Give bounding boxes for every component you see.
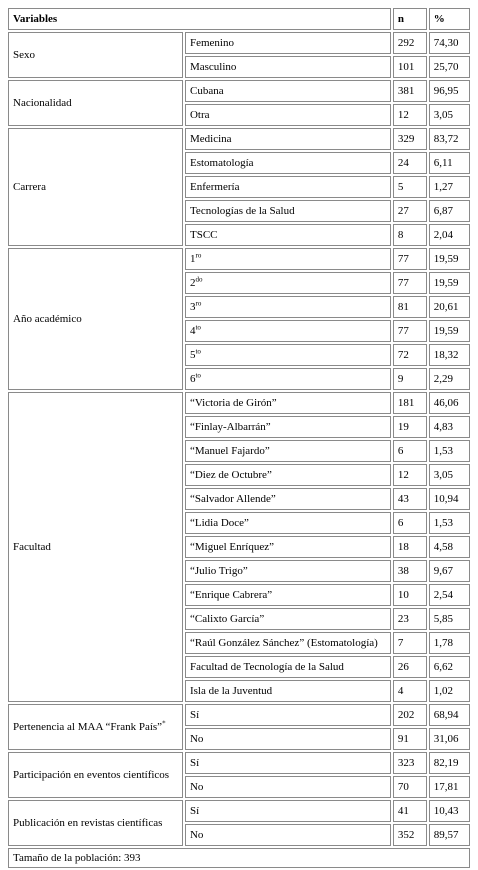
category-cell bbox=[185, 368, 391, 390]
n-cell: 352 bbox=[393, 824, 427, 846]
category-cell bbox=[185, 800, 391, 822]
pct-cell: 6,87 bbox=[429, 200, 470, 222]
pct-cell: 89,57 bbox=[429, 824, 470, 846]
n-cell: 7 bbox=[393, 632, 427, 654]
group-label bbox=[8, 128, 183, 246]
group-label-text: Sexo bbox=[13, 49, 35, 61]
group-label-text: Facultad bbox=[13, 541, 51, 553]
n-cell: 43 bbox=[393, 488, 427, 510]
n-cell: 5 bbox=[393, 176, 427, 198]
pct-cell: 19,59 bbox=[429, 248, 470, 270]
category-text: Medicina bbox=[189, 133, 232, 145]
category-text: Sí bbox=[189, 757, 200, 769]
pct-cell: 96,95 bbox=[429, 80, 470, 102]
category-cell bbox=[185, 248, 391, 270]
pct-cell: 10,43 bbox=[429, 800, 470, 822]
category-cell bbox=[185, 152, 391, 174]
category-cell bbox=[185, 728, 391, 750]
group-label-text: Participación en eventos científicos bbox=[13, 769, 170, 781]
category-cell bbox=[185, 536, 391, 558]
category-text: “Finlay-Albarrán” bbox=[189, 421, 271, 433]
group-label bbox=[8, 752, 183, 798]
category-cell bbox=[185, 128, 391, 150]
category-text: Estomatología bbox=[189, 157, 254, 169]
n-cell: 72 bbox=[393, 344, 427, 366]
pct-cell: 9,67 bbox=[429, 560, 470, 582]
pct-cell: 2,29 bbox=[429, 368, 470, 390]
pct-cell: 3,05 bbox=[429, 104, 470, 126]
category-sup: ro bbox=[195, 299, 202, 308]
header-n: n bbox=[393, 8, 427, 30]
category-cell bbox=[185, 776, 391, 798]
category-cell bbox=[185, 608, 391, 630]
group-label-text: Publicación en revistas científicas bbox=[13, 817, 163, 829]
table-row bbox=[8, 80, 470, 102]
pct-cell: 74,30 bbox=[429, 32, 470, 54]
pct-cell: 83,72 bbox=[429, 128, 470, 150]
category-text: “Salvador Allende” bbox=[189, 493, 276, 505]
category-text: “Raúl González Sánchez” (Estomatología) bbox=[189, 637, 378, 649]
pct-cell: 19,59 bbox=[429, 320, 470, 342]
n-cell: 292 bbox=[393, 32, 427, 54]
population-size-note: Tamaño de la población: 393 bbox=[8, 848, 470, 868]
n-cell: 91 bbox=[393, 728, 427, 750]
n-cell: 24 bbox=[393, 152, 427, 174]
pct-cell: 25,70 bbox=[429, 56, 470, 78]
category-cell bbox=[185, 824, 391, 846]
n-cell: 101 bbox=[393, 56, 427, 78]
pct-cell: 82,19 bbox=[429, 752, 470, 774]
n-cell: 38 bbox=[393, 560, 427, 582]
category-text: 3 bbox=[189, 301, 196, 313]
category-text: Isla de la Juventud bbox=[189, 685, 273, 697]
category-cell bbox=[185, 752, 391, 774]
pct-cell: 5,85 bbox=[429, 608, 470, 630]
category-cell bbox=[185, 80, 391, 102]
group-label-sup: * bbox=[162, 719, 166, 728]
category-text: “Manuel Fajardo” bbox=[189, 445, 270, 457]
category-text: Enfermería bbox=[189, 181, 240, 193]
group-label-text: Carrera bbox=[13, 181, 46, 193]
header-pct: % bbox=[429, 8, 470, 30]
category-text: 5 bbox=[189, 349, 196, 361]
group-label bbox=[8, 800, 183, 846]
category-text: “Julio Trigo” bbox=[189, 565, 248, 577]
group-label-text: Nacionalidad bbox=[13, 97, 72, 109]
pct-cell: 1,27 bbox=[429, 176, 470, 198]
category-text: 1 bbox=[189, 253, 196, 265]
pct-cell: 68,94 bbox=[429, 704, 470, 726]
category-text: Tecnologías de la Salud bbox=[189, 205, 295, 217]
category-text: Sí bbox=[189, 709, 200, 721]
table-body bbox=[8, 8, 470, 868]
category-cell bbox=[185, 32, 391, 54]
n-cell: 41 bbox=[393, 800, 427, 822]
category-cell bbox=[185, 488, 391, 510]
pct-cell: 1,53 bbox=[429, 512, 470, 534]
category-text: “Diez de Octubre” bbox=[189, 469, 272, 481]
n-cell: 6 bbox=[393, 440, 427, 462]
pct-cell: 19,59 bbox=[429, 272, 470, 294]
n-cell: 27 bbox=[393, 200, 427, 222]
group-label bbox=[8, 32, 183, 78]
category-cell bbox=[185, 680, 391, 702]
header-variables: Variables bbox=[8, 8, 391, 30]
table-row bbox=[8, 800, 470, 822]
category-cell bbox=[185, 440, 391, 462]
category-text: Masculino bbox=[189, 61, 237, 73]
n-cell: 323 bbox=[393, 752, 427, 774]
n-cell: 8 bbox=[393, 224, 427, 246]
table-row bbox=[8, 128, 470, 150]
category-cell bbox=[185, 320, 391, 342]
n-cell: 81 bbox=[393, 296, 427, 318]
n-cell: 6 bbox=[393, 512, 427, 534]
n-cell: 18 bbox=[393, 536, 427, 558]
group-label bbox=[8, 704, 183, 750]
data-table bbox=[6, 6, 472, 870]
category-text: Cubana bbox=[189, 85, 224, 97]
table-row bbox=[8, 704, 470, 726]
n-cell: 77 bbox=[393, 248, 427, 270]
category-text: No bbox=[189, 733, 204, 745]
group-label bbox=[8, 248, 183, 390]
category-text: Facultad de Tecnología de la Salud bbox=[189, 661, 344, 673]
category-sup: ro bbox=[195, 251, 202, 260]
category-sup: to bbox=[195, 347, 201, 356]
n-cell: 202 bbox=[393, 704, 427, 726]
category-text: “Miguel Enríquez” bbox=[189, 541, 274, 553]
category-cell bbox=[185, 416, 391, 438]
category-text: “Victoria de Girón” bbox=[189, 397, 277, 409]
category-sup: do bbox=[195, 275, 203, 284]
category-text: No bbox=[189, 829, 204, 841]
category-cell bbox=[185, 272, 391, 294]
category-cell bbox=[185, 392, 391, 414]
n-cell: 26 bbox=[393, 656, 427, 678]
category-cell bbox=[185, 296, 391, 318]
category-cell bbox=[185, 104, 391, 126]
n-cell: 12 bbox=[393, 464, 427, 486]
pct-cell: 2,04 bbox=[429, 224, 470, 246]
category-sup: to bbox=[195, 371, 201, 380]
pct-cell: 17,81 bbox=[429, 776, 470, 798]
n-cell: 70 bbox=[393, 776, 427, 798]
n-cell: 12 bbox=[393, 104, 427, 126]
category-text: No bbox=[189, 781, 204, 793]
pct-cell: 6,62 bbox=[429, 656, 470, 678]
pct-cell: 1,53 bbox=[429, 440, 470, 462]
category-cell bbox=[185, 224, 391, 246]
category-text: “Lidia Doce” bbox=[189, 517, 249, 529]
pct-cell: 20,61 bbox=[429, 296, 470, 318]
n-cell: 23 bbox=[393, 608, 427, 630]
category-cell bbox=[185, 56, 391, 78]
table-row bbox=[8, 248, 470, 270]
category-text: Sí bbox=[189, 805, 200, 817]
n-cell: 181 bbox=[393, 392, 427, 414]
n-cell: 19 bbox=[393, 416, 427, 438]
table-row bbox=[8, 752, 470, 774]
category-cell bbox=[185, 464, 391, 486]
table-row bbox=[8, 32, 470, 54]
category-cell bbox=[185, 584, 391, 606]
category-cell bbox=[185, 200, 391, 222]
category-text: Femenino bbox=[189, 37, 234, 49]
n-cell: 9 bbox=[393, 368, 427, 390]
footer-row bbox=[8, 848, 470, 868]
n-cell: 381 bbox=[393, 80, 427, 102]
group-label bbox=[8, 392, 183, 702]
pct-cell: 2,54 bbox=[429, 584, 470, 606]
n-cell: 4 bbox=[393, 680, 427, 702]
pct-cell: 1,02 bbox=[429, 680, 470, 702]
pct-cell: 18,32 bbox=[429, 344, 470, 366]
pct-cell: 10,94 bbox=[429, 488, 470, 510]
n-cell: 77 bbox=[393, 272, 427, 294]
category-cell bbox=[185, 560, 391, 582]
category-text: Otra bbox=[189, 109, 210, 121]
header-row bbox=[8, 8, 470, 30]
category-text: 2 bbox=[189, 277, 196, 289]
category-cell bbox=[185, 512, 391, 534]
pct-cell: 46,06 bbox=[429, 392, 470, 414]
group-label-text: Pertenencia al MAA “Frank País” bbox=[13, 721, 163, 733]
n-cell: 329 bbox=[393, 128, 427, 150]
category-cell bbox=[185, 656, 391, 678]
category-text: TSCC bbox=[189, 229, 218, 241]
category-cell bbox=[185, 632, 391, 654]
category-text: “Enrique Cabrera” bbox=[189, 589, 273, 601]
pct-cell: 1,78 bbox=[429, 632, 470, 654]
category-text: 6 bbox=[189, 373, 196, 385]
category-cell bbox=[185, 704, 391, 726]
category-text: “Calixto García” bbox=[189, 613, 265, 625]
group-label-text: Año académico bbox=[13, 313, 82, 325]
n-cell: 77 bbox=[393, 320, 427, 342]
pct-cell: 4,58 bbox=[429, 536, 470, 558]
table-row bbox=[8, 392, 470, 414]
category-sup: to bbox=[195, 323, 201, 332]
category-text: 4 bbox=[189, 325, 196, 337]
category-cell bbox=[185, 344, 391, 366]
pct-cell: 6,11 bbox=[429, 152, 470, 174]
pct-cell: 31,06 bbox=[429, 728, 470, 750]
n-cell: 10 bbox=[393, 584, 427, 606]
pct-cell: 3,05 bbox=[429, 464, 470, 486]
group-label bbox=[8, 80, 183, 126]
category-cell bbox=[185, 176, 391, 198]
pct-cell: 4,83 bbox=[429, 416, 470, 438]
